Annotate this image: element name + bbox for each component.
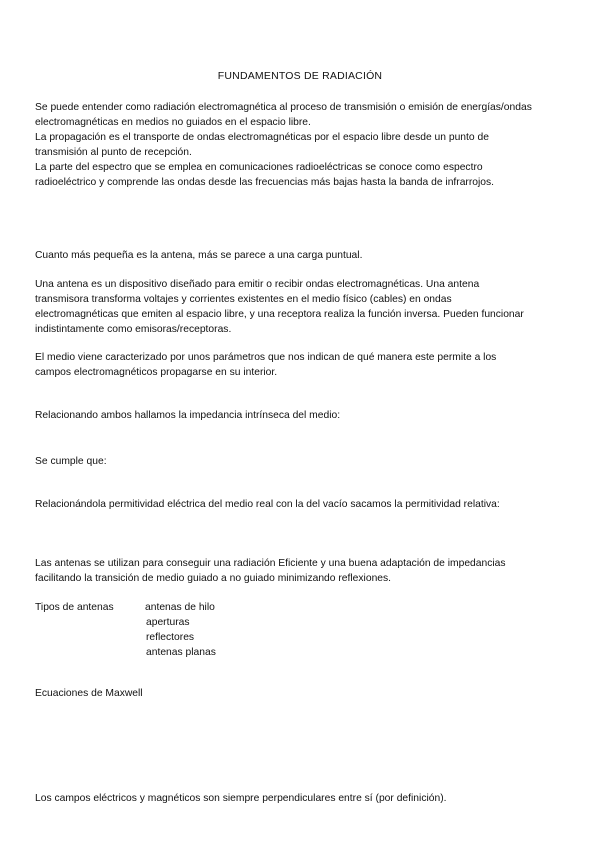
maxwell-heading [35, 686, 570, 701]
perpendicular-line: Los campos eléctricos y magnéticos son siempre perpendiculares entre sí (por definición). [35, 793, 447, 804]
intro-line: La parte del espectro que se emplea en comunicaciones radioeléctricas se conoce como espectro [35, 162, 483, 173]
antenna-definition-paragraph [35, 277, 570, 337]
impedance-line: Relacionando ambos hallamos la impedancia intrínseca del medio: [35, 410, 341, 421]
antenna-types-list [145, 600, 216, 660]
antenna-definition-line: indistintamente como emisoras/receptoras. [35, 324, 232, 335]
antenna-size-paragraph [35, 248, 570, 263]
medium-paragraph [35, 350, 570, 380]
antenna-use-line: facilitando la transición de medio guiado a no guiado minimizando reflexiones. [35, 573, 392, 584]
intro-paragraph [35, 100, 570, 190]
antenna-size-line: Cuanto más pequeña es la antena, más se parece a una carga puntual. [35, 250, 363, 261]
antenna-definition-line: Una antena es un dispositivo diseñado para emitir o recibir ondas electromagnéticas. Una antena [35, 279, 480, 290]
perpendicular-paragraph [35, 791, 570, 806]
se-cumple-line: Se cumple que: [35, 456, 107, 467]
antenna-definition-line: transmisora transforma voltajes y corrientes existentes en el medio físico (cables) en ondas [35, 294, 452, 305]
relative-permittivity-paragraph [35, 497, 570, 512]
document-title: FUNDAMENTOS DE RADIACIÓN [217, 70, 383, 82]
antenna-type-item: antenas planas [146, 647, 216, 658]
antenna-type-item: reflectores [146, 632, 195, 643]
intro-line: transmisión al punto de recepción. [35, 147, 192, 158]
se-cumple-paragraph [35, 454, 570, 469]
medium-line: El medio viene caracterizado por unos parámetros que nos indican de qué manera este permite a los [35, 352, 497, 363]
antenna-type-item: antenas de hilo [145, 602, 215, 613]
intro-line: electromagnéticas en medios no guiados en el espacio libre. [35, 117, 311, 128]
antenna-type-item: aperturas [146, 617, 190, 628]
intro-line: Se puede entender como radiación electromagnética al proceso de transmisión o emisión de energías/ondas [35, 102, 532, 113]
antenna-definition-line: electromagnéticas que emiten al espacio libre, y una receptora realiza la función inversa. Pueden funcionar [35, 309, 524, 320]
intro-line: radioeléctrico y comprende las ondas desde las frecuencias más bajas hasta la banda de infrarrojos. [35, 177, 495, 188]
antenna-types-label: Tipos de antenas [35, 602, 114, 613]
relative-permittivity-line: Relacionándola permitividad eléctrica del medio real con la del vacío sacamos la permitividad relativa: [35, 499, 500, 510]
intro-line: La propagación es el transporte de ondas electromagnéticas por el espacio libre desde un punto de [35, 132, 489, 143]
medium-line: campos electromagnéticos propagarse en su interior. [35, 367, 278, 378]
antenna-use-line: Las antenas se utilizan para conseguir una radiación Eficiente y una buena adaptación de impedancias [35, 558, 506, 569]
antenna-use-paragraph [35, 556, 570, 586]
maxwell-line: Ecuaciones de Maxwell [35, 688, 143, 699]
impedance-paragraph [35, 408, 570, 423]
